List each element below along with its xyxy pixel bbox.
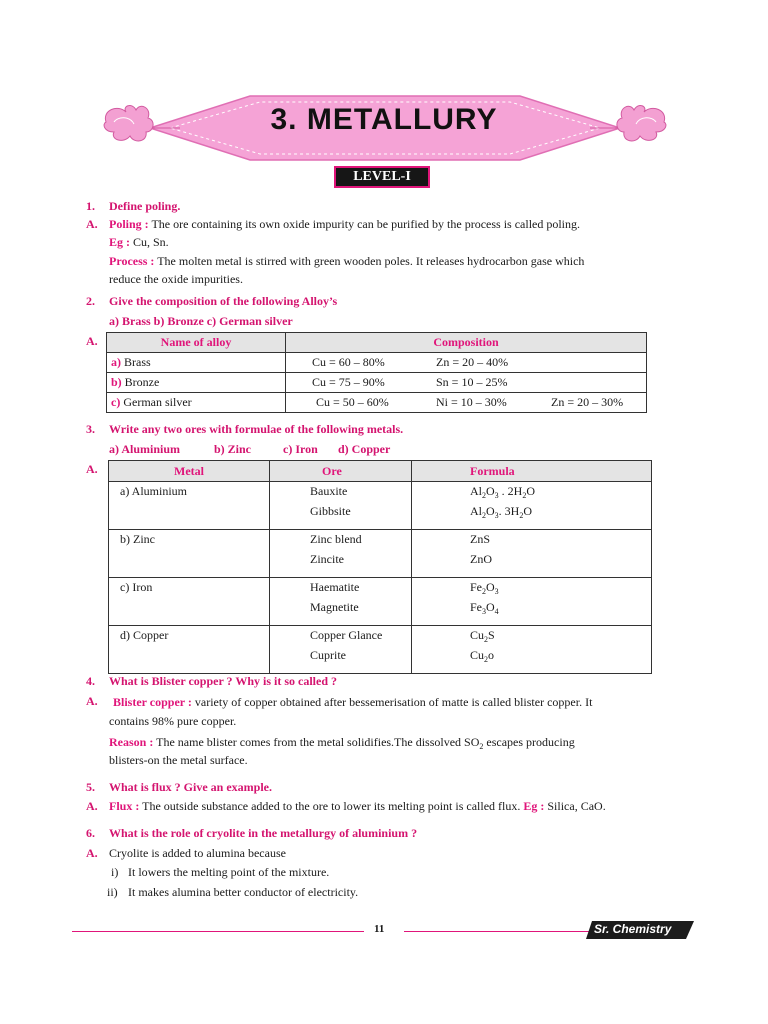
q5-answer-label: A.	[86, 799, 98, 813]
blister-line2: contains 98% pure copper.	[109, 714, 237, 728]
q4-answer-label: A.	[86, 694, 98, 708]
q6-point2: It makes alumina better conductor of electricity.	[128, 885, 359, 899]
formula-haematite: $Fe_2O_3$	[470, 580, 499, 596]
row-letter: b)	[111, 375, 122, 389]
alloy-name: Bronze	[124, 375, 160, 389]
formula-gibbsite: $Al_2O_3$. $3H_2O$	[470, 504, 533, 520]
page-number: 11	[374, 923, 385, 935]
ore-2: Zincite	[310, 552, 344, 566]
poling-text: The ore containing its own oxide impurity can be purified by the process is called poling.	[148, 217, 581, 231]
flux-eg-label: Eg :	[523, 799, 545, 813]
reason-text-a: The name blister comes from the metal solidifies.The dissolved SO	[153, 735, 480, 749]
q4-reason	[109, 733, 695, 769]
comp-1: Cu = 50 – 60%	[316, 395, 389, 409]
formula-zinc-blend: ZnS	[470, 532, 491, 546]
row-letter: a)	[111, 355, 121, 369]
formula-cuprite: $Cu_2o$	[470, 648, 495, 664]
comp-1: Cu = 60 – 80%	[312, 355, 385, 369]
eg-label: Eg :	[109, 235, 130, 249]
q6-question: What is the role of cryolite in the metallurgy of aluminium ?	[109, 826, 418, 840]
q3-number: 3.	[86, 422, 95, 436]
alloy-name: German silver	[123, 395, 192, 409]
q6-point1: It lowers the melting point of the mixture.	[128, 865, 330, 879]
ore-2: Magnetite	[310, 600, 359, 614]
q1-number: 1.	[86, 199, 95, 213]
chapter-title: 3. METALLURY	[270, 103, 498, 136]
header-formula: Formula	[412, 461, 652, 482]
level-badge: LEVEL-I	[334, 166, 430, 188]
comp-3: Zn = 20 – 30%	[551, 395, 624, 409]
q2-question: Give the composition of the following Alloy’s	[109, 294, 338, 308]
q4-number: 4.	[86, 674, 95, 688]
comp-1: Cu = 75 – 90%	[312, 375, 385, 389]
process-line1: The molten metal is stirred with green wooden poles. It releases hydrocarbon gase which	[154, 254, 585, 268]
flux-text: The outside substance added to the ore to lower its melting point is called flux.	[139, 799, 524, 813]
q5-question: What is flux ? Give an example.	[109, 780, 273, 794]
ore-2: Cuprite	[310, 648, 346, 662]
q4-answer	[109, 693, 695, 731]
q3-question: Write any two ores with formulae of the following metals.	[109, 422, 404, 436]
q6-point1-num: i)	[111, 865, 119, 879]
alloy-name: Brass	[124, 355, 151, 369]
ores-table	[108, 460, 652, 674]
eg-text: Cu, Sn.	[130, 235, 169, 249]
process-label: Process :	[109, 254, 155, 268]
footer-rule-right	[404, 931, 592, 932]
formula-copper-glance: $Cu_2S$	[470, 628, 495, 644]
q2-options: a) Brass b) Bronze c) German silver	[109, 314, 293, 328]
header-metal: Metal	[109, 461, 270, 482]
q6-answer-label: A.	[86, 846, 98, 860]
ore-1: Zinc blend	[310, 532, 362, 546]
comp-2: Zn = 20 – 40%	[436, 355, 509, 369]
q3-opt-a: a) Aluminium	[109, 442, 181, 456]
ore-1: Haematite	[310, 580, 360, 594]
metal-name: a) Aluminium	[120, 484, 187, 498]
reason-text-b: escapes producing	[483, 735, 575, 749]
q1-question: Define poling.	[109, 199, 181, 213]
ore-2: Gibbsite	[310, 504, 351, 518]
comp-2: Sn = 10 – 25%	[436, 375, 508, 389]
q5-number: 5.	[86, 780, 95, 794]
q4-question: What is Blister copper ? Why is it so called ?	[109, 674, 338, 688]
poling-term: Poling :	[109, 217, 149, 231]
q2-answer-label: A.	[86, 334, 98, 348]
footer-subject-label: Sr. Chemistry	[594, 922, 672, 936]
table-row	[107, 373, 647, 393]
flux-eg-text: Silica, CaO.	[544, 799, 606, 813]
q3-opt-c: c) Iron	[283, 442, 318, 456]
flux-term: Flux :	[109, 799, 140, 813]
table-header-row	[109, 461, 652, 482]
q1-process	[109, 252, 695, 288]
table-header-row	[107, 333, 647, 353]
reason-line2: blisters-on the metal surface.	[109, 753, 248, 767]
metal-name: c) Iron	[120, 580, 153, 594]
table-row	[109, 578, 652, 626]
blister-line1: variety of copper obtained after bessemerisation of matte is called blister copper. It	[191, 695, 593, 709]
reason-label: Reason :	[109, 735, 154, 749]
table-row	[109, 626, 652, 674]
q1-example	[109, 235, 169, 250]
q6-number: 6.	[86, 826, 95, 840]
formula-bauxite: $Al_2O_3$ . $2H_2O$	[470, 484, 536, 500]
reason-sub: 2	[479, 742, 484, 751]
q6-intro: Cryolite is added to alumina because	[109, 846, 286, 860]
ore-1: Copper Glance	[310, 628, 383, 642]
table-row	[109, 530, 652, 578]
q3-opt-d: d) Copper	[338, 442, 391, 456]
q5-answer	[109, 799, 606, 814]
table-row	[107, 393, 647, 413]
table-row	[109, 482, 652, 530]
metal-name: d) Copper	[120, 628, 169, 642]
footer-rule-left	[72, 931, 364, 932]
comp-2: Ni = 10 – 30%	[436, 395, 507, 409]
blister-term: Blister copper :	[113, 695, 192, 709]
metal-name: b) Zinc	[120, 532, 155, 546]
q6-point2-num: ii)	[107, 885, 118, 899]
q3-answer-label: A.	[86, 462, 98, 476]
header-ore: Ore	[270, 461, 412, 482]
table-row	[107, 353, 647, 373]
process-line2: reduce the oxide impurities.	[109, 272, 243, 286]
formula-zincite: ZnO	[470, 552, 492, 566]
q1-answer-label: A.	[86, 217, 98, 231]
ore-1: Bauxite	[310, 484, 348, 498]
header-composition: Composition	[286, 333, 647, 353]
q2-number: 2.	[86, 294, 95, 308]
q1-answer	[109, 217, 580, 232]
formula-magnetite: $Fe_3O_4$	[470, 600, 499, 616]
header-alloy: Name of alloy	[107, 333, 286, 353]
alloy-table	[106, 332, 647, 413]
row-letter: c)	[111, 395, 121, 409]
q3-opt-b: b) Zinc	[214, 442, 252, 456]
